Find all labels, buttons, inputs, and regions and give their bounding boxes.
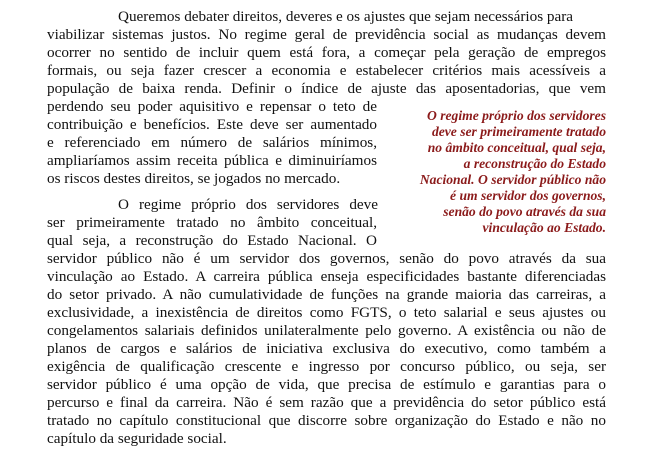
paragraph1-line-10: os riscos destes direitos, se jogados no mercado. (47, 170, 341, 187)
paragraph1-line-9: ampliaríamos assim receita pública e diminuiríamos (47, 152, 377, 169)
paragraph2-line-12: percurso e final da carreira. Não é sem razão que a previdência do setor público está (47, 394, 606, 411)
pull-quote-line-1: O regime próprio dos servidores (427, 108, 606, 123)
pull-quote-line-7: senão do povo através da sua (443, 204, 606, 219)
paragraph1-line-8: e referenciado em número de salários mínimos, (47, 134, 377, 151)
paragraph2-line-2: ser primeiramente tratado no âmbito conceitual, (47, 214, 377, 231)
paragraph2-line-14: capítulo da seguridade social. (47, 430, 227, 447)
paragraph1-line-5: população de baixa renda. Definir o índice de ajuste das aposentadorias, que vem (47, 80, 606, 97)
paragraph2-line-1: O regime próprio dos servidores deve (118, 196, 378, 213)
paragraph2-line-5: vinculação ao Estado. A carreira pública enseja especificidades bastante diferenciadas (47, 268, 606, 285)
paragraph2-line-9: planos de cargos e salários de iniciativa exclusiva do executivo, como também a (47, 340, 606, 357)
paragraph2-line-4: servidor público não é um servidor dos governos, senão do povo através da sua (47, 250, 606, 267)
paragraph2-line-11: servidor público é uma opção de vida, que precisa de estímulo e garantias para o (47, 376, 606, 393)
paragraph1-line-7: contribuição e benefícios. Este deve ser aumentado (47, 116, 377, 133)
pull-quote (388, 108, 606, 236)
paragraph1-line-1: Queremos debater direitos, deveres e os ajustes que sejam necessários para (118, 8, 574, 25)
paragraph2-line-10: exigência de qualificação crescente e ingresso por concurso público, ou seja, ser (47, 358, 606, 375)
pull-quote-line-4: a reconstrução do Estado (463, 156, 606, 171)
paragraph2-line-3: qual seja, a reconstrução do Estado Nacional. O (47, 232, 377, 249)
paragraph2-line-6: do setor privado. A não cumulatividade de funções na grande maioria das carreiras, a (47, 286, 606, 303)
paragraph2-line-13: tratado no capítulo constitucional que discorre sobre organização do Estado e não no (47, 412, 606, 429)
pull-quote-line-3: no âmbito conceitual, qual seja, (427, 140, 606, 155)
paragraph2-line-8: congelamentos salariais definidos unilateralmente pelo governo. A existência ou não de (47, 322, 606, 339)
pull-quote-line-5: Nacional. O servidor público não (419, 172, 606, 187)
paragraph1-line-6: perdendo seu poder aquisitivo e repensar o teto de (47, 98, 377, 115)
paragraph1-line-4: formais, ou seja fazer crescer a economia e estabelecer critérios mais acessíveis a (47, 62, 606, 79)
paragraph2-line-7: exclusividade, a inexistência de direitos como FGTS, o teto salarial e seus ajustes ou (47, 304, 606, 321)
pull-quote-line-2: deve ser primeiramente tratado (431, 124, 606, 139)
pull-quote-line-8: vinculação ao Estado. (482, 220, 606, 235)
paragraph1-line-2: viabilizar sistemas justos. No regime geral de previdência social as mudanças devem (47, 26, 606, 43)
pull-quote-line-6: é um servidor dos governos, (450, 188, 606, 203)
paragraph1-line-3: ocorrer no sentido de incluir quem está fora, a começar pela geração de empregos (47, 44, 606, 61)
